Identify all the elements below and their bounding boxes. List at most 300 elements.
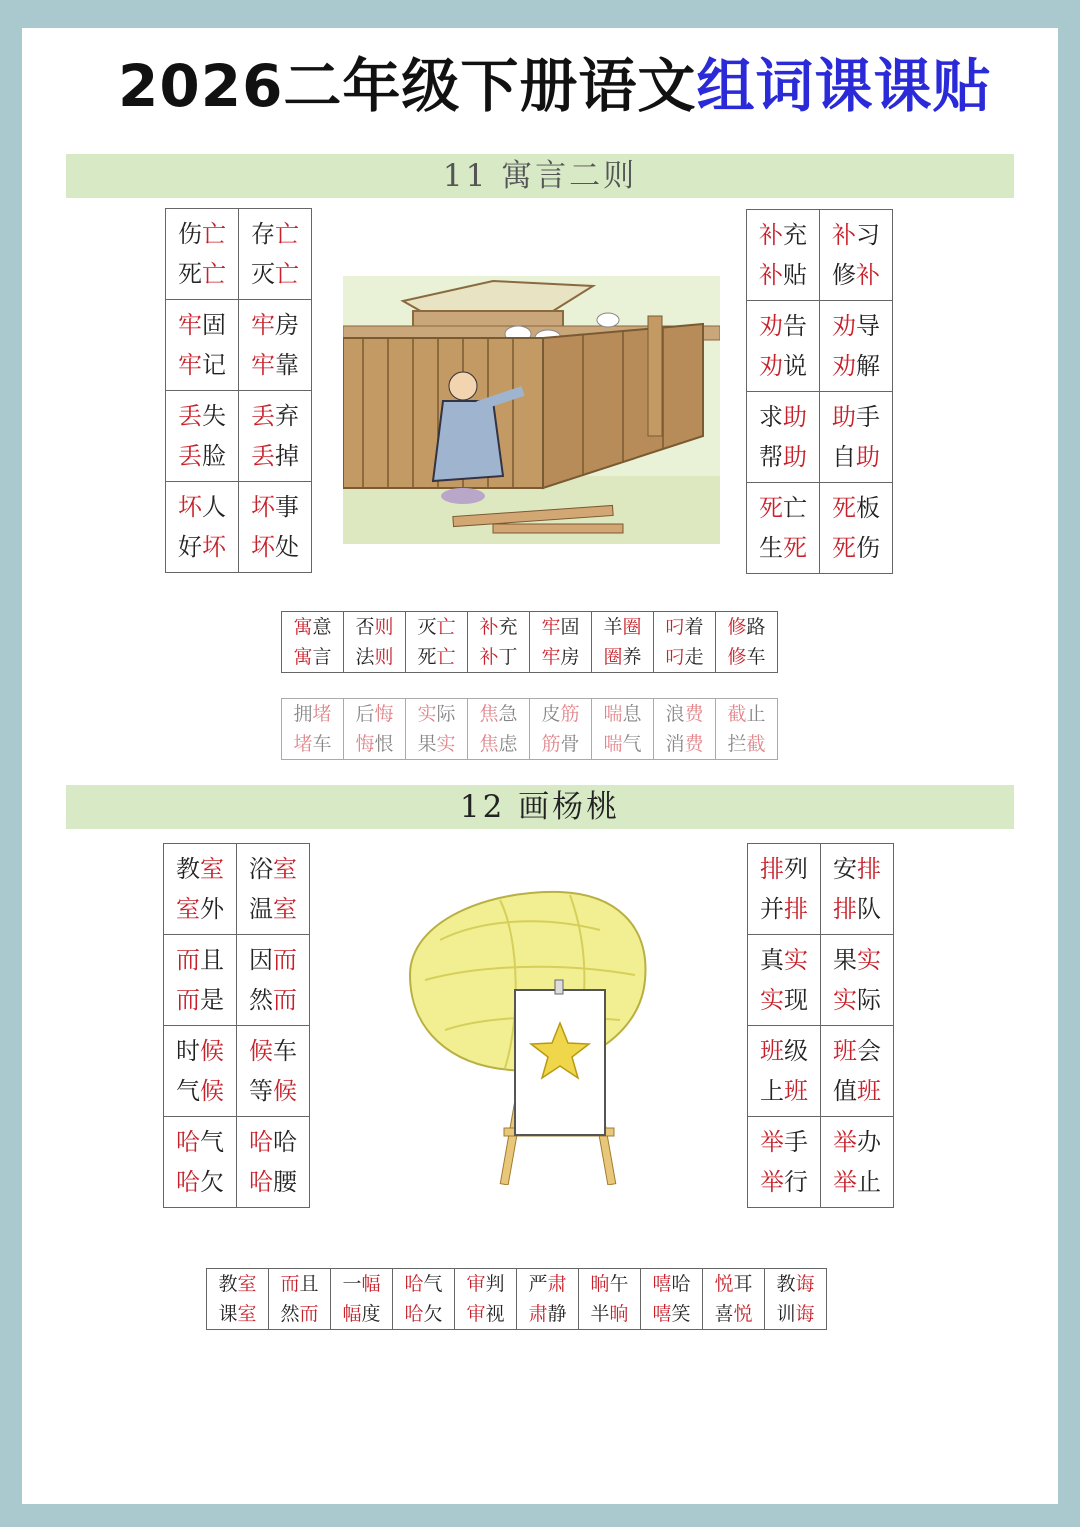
target-character: 叼	[665, 646, 685, 668]
character: 自	[832, 443, 856, 471]
word	[164, 889, 236, 929]
character: 止	[857, 1168, 881, 1196]
word-cell	[748, 1117, 821, 1208]
target-character: 筋	[560, 703, 580, 725]
word-cell	[282, 699, 344, 760]
character: 半	[590, 1303, 610, 1325]
target-character: 诲	[795, 1273, 815, 1295]
word	[748, 849, 820, 889]
character: 后	[355, 703, 375, 725]
word	[239, 487, 311, 527]
target-character: 劝	[832, 312, 856, 340]
word	[239, 396, 311, 436]
target-character: 堵	[312, 703, 332, 725]
character: 外	[200, 895, 224, 923]
word-cell	[282, 612, 344, 673]
grid-row	[164, 1026, 310, 1117]
word-cell	[166, 300, 239, 391]
word	[269, 1299, 330, 1329]
word	[579, 1299, 640, 1329]
grid-row	[747, 392, 893, 483]
word	[592, 612, 653, 642]
character: 果	[417, 733, 437, 755]
character: 意	[312, 616, 332, 638]
word-cell	[468, 612, 530, 673]
word-cell	[654, 699, 716, 760]
word	[393, 1269, 454, 1299]
target-character: 哈	[404, 1273, 424, 1295]
grid-row	[166, 209, 312, 300]
lesson-12-left-grid	[163, 843, 310, 1208]
target-character: 排	[857, 855, 881, 883]
word	[821, 849, 893, 889]
target-character: 排	[784, 895, 808, 923]
target-character: 坏	[251, 493, 275, 521]
word	[820, 255, 892, 295]
character: 事	[275, 493, 299, 521]
target-character: 喘	[603, 733, 623, 755]
word	[820, 215, 892, 255]
character: 气	[200, 1128, 224, 1156]
word	[164, 1071, 236, 1111]
character: 然	[280, 1303, 300, 1325]
target-character: 死	[759, 494, 783, 522]
word-cell	[530, 699, 592, 760]
word-cell	[654, 612, 716, 673]
target-character: 堵	[293, 733, 313, 755]
target-character: 死	[783, 534, 807, 562]
character: 一	[342, 1273, 362, 1295]
target-character: 诲	[795, 1303, 815, 1325]
lesson-12-word-row	[206, 1268, 827, 1330]
word	[207, 1299, 268, 1329]
word	[517, 1299, 578, 1329]
character: 记	[202, 351, 226, 379]
word-cell	[517, 1269, 579, 1330]
word	[166, 345, 238, 385]
target-character: 而	[280, 1273, 300, 1295]
target-character: 亡	[275, 220, 299, 248]
target-character: 补	[759, 261, 783, 289]
character: 耳	[733, 1273, 753, 1295]
character: 气	[622, 733, 642, 755]
word-cell	[748, 844, 821, 935]
target-character: 死	[832, 494, 856, 522]
character: 教	[176, 855, 200, 883]
word-cell	[468, 699, 530, 760]
character: 着	[684, 616, 704, 638]
lesson-11-word-row-1	[281, 611, 778, 673]
target-character: 补	[479, 646, 499, 668]
target-character: 哈	[176, 1168, 200, 1196]
target-character: 牢	[251, 311, 275, 339]
word	[406, 612, 467, 642]
character: 存	[251, 220, 275, 248]
word	[654, 699, 715, 729]
fence-post	[648, 316, 662, 436]
target-character: 而	[299, 1303, 319, 1325]
word	[237, 1031, 309, 1071]
word-cell	[406, 699, 468, 760]
word	[592, 642, 653, 672]
word-cell	[716, 612, 778, 673]
character: 伤	[178, 220, 202, 248]
grid-row	[282, 612, 778, 673]
word	[393, 1299, 454, 1329]
character: 言	[312, 646, 332, 668]
grid-row	[207, 1269, 827, 1330]
target-character: 修	[727, 616, 747, 638]
character: 真	[760, 946, 784, 974]
word	[747, 488, 819, 528]
target-character: 室	[200, 855, 224, 883]
character: 人	[202, 493, 226, 521]
word	[455, 1299, 516, 1329]
word	[703, 1299, 764, 1329]
word	[239, 305, 311, 345]
character: 灭	[251, 260, 275, 288]
word	[468, 642, 529, 672]
target-character: 助	[832, 403, 856, 431]
target-character: 实	[784, 946, 808, 974]
word	[748, 940, 820, 980]
character: 导	[856, 312, 880, 340]
character: 教	[776, 1273, 796, 1295]
grid-row	[748, 1117, 894, 1208]
target-character: 圈	[603, 646, 623, 668]
word	[282, 699, 343, 729]
target-character: 则	[374, 616, 394, 638]
target-character: 寓	[293, 646, 313, 668]
word	[747, 215, 819, 255]
character: 且	[200, 946, 224, 974]
character: 且	[299, 1273, 319, 1295]
character: 哈	[671, 1273, 691, 1295]
character: 解	[856, 352, 880, 380]
word	[703, 1269, 764, 1299]
target-character: 而	[176, 946, 200, 974]
character: 判	[485, 1273, 505, 1295]
word-cell	[765, 1269, 827, 1330]
character: 处	[275, 533, 299, 561]
target-character: 室	[237, 1273, 257, 1295]
target-character: 举	[833, 1168, 857, 1196]
word-cell	[716, 699, 778, 760]
character: 皮	[541, 703, 561, 725]
grid-row	[166, 391, 312, 482]
target-character: 班	[857, 1077, 881, 1105]
character: 骨	[560, 733, 580, 755]
character: 拦	[727, 733, 747, 755]
character: 脸	[202, 442, 226, 470]
word	[748, 1122, 820, 1162]
word-cell	[747, 210, 820, 301]
target-character: 举	[760, 1168, 784, 1196]
target-character: 而	[176, 986, 200, 1014]
target-character: 室	[273, 855, 297, 883]
character: 际	[436, 703, 456, 725]
target-character: 肃	[547, 1273, 567, 1295]
character: 房	[275, 311, 299, 339]
character: 贴	[783, 261, 807, 289]
target-character: 候	[273, 1077, 297, 1105]
word	[237, 1071, 309, 1111]
grid-row	[747, 483, 893, 574]
target-character: 补	[759, 221, 783, 249]
character: 亡	[783, 494, 807, 522]
character: 好	[178, 533, 202, 561]
word	[164, 849, 236, 889]
word-cell	[821, 844, 894, 935]
grid-row	[748, 1026, 894, 1117]
word-cell	[239, 209, 312, 300]
word-cell	[393, 1269, 455, 1330]
word-cell	[237, 1117, 310, 1208]
grid-row	[747, 301, 893, 392]
word	[530, 729, 591, 759]
word	[765, 1299, 826, 1329]
character: 时	[176, 1037, 200, 1065]
word	[654, 612, 715, 642]
character: 房	[560, 646, 580, 668]
page-title	[118, 48, 991, 124]
word-cell	[239, 391, 312, 482]
character: 安	[833, 855, 857, 883]
word	[237, 1162, 309, 1202]
target-character: 悔	[374, 703, 394, 725]
character: 气	[176, 1077, 200, 1105]
target-character: 坏	[202, 533, 226, 561]
word	[164, 940, 236, 980]
target-character: 牢	[251, 351, 275, 379]
target-character: 审	[466, 1273, 486, 1295]
character: 欠	[423, 1303, 443, 1325]
character: 法	[355, 646, 375, 668]
word-cell	[237, 935, 310, 1026]
target-character: 实	[760, 986, 784, 1014]
word	[237, 849, 309, 889]
word	[239, 254, 311, 294]
character: 是	[200, 986, 224, 1014]
word	[821, 889, 893, 929]
word-cell	[344, 699, 406, 760]
target-character: 补	[832, 221, 856, 249]
word	[747, 528, 819, 568]
character: 因	[249, 946, 273, 974]
target-character: 则	[374, 646, 394, 668]
fence-mending-illustration	[343, 276, 720, 544]
word-cell	[641, 1269, 703, 1330]
character: 固	[560, 616, 580, 638]
character: 行	[784, 1168, 808, 1196]
target-character: 班	[784, 1077, 808, 1105]
word	[468, 729, 529, 759]
target-character: 截	[727, 703, 747, 725]
grid-row	[748, 935, 894, 1026]
word	[166, 214, 238, 254]
target-character: 牢	[178, 351, 202, 379]
word	[207, 1269, 268, 1299]
target-character: 亡	[436, 616, 456, 638]
target-character: 哈	[249, 1168, 273, 1196]
word-cell	[821, 1117, 894, 1208]
word-cell	[748, 1026, 821, 1117]
word-cell	[820, 483, 893, 574]
character: 手	[784, 1128, 808, 1156]
word	[344, 612, 405, 642]
target-character: 而	[273, 946, 297, 974]
target-character: 排	[760, 855, 784, 883]
title-main: 2026二年级下册语文	[118, 52, 697, 120]
easel-icon	[500, 980, 616, 1185]
character: 拥	[293, 703, 313, 725]
character: 列	[784, 855, 808, 883]
character: 腰	[273, 1168, 297, 1196]
starfruit-easel-illustration	[400, 880, 680, 1185]
target-character: 牢	[541, 646, 561, 668]
target-character: 晌	[590, 1273, 610, 1295]
character: 温	[249, 895, 273, 923]
word	[748, 1031, 820, 1071]
word	[820, 437, 892, 477]
target-character: 截	[746, 733, 766, 755]
target-character: 寓	[293, 616, 313, 638]
word	[820, 488, 892, 528]
target-character: 实	[436, 733, 456, 755]
grid-row	[164, 935, 310, 1026]
word	[468, 612, 529, 642]
word	[282, 642, 343, 672]
target-character: 亡	[436, 646, 456, 668]
target-character: 悔	[355, 733, 375, 755]
word-cell	[530, 612, 592, 673]
word-cell	[592, 612, 654, 673]
word	[166, 305, 238, 345]
character: 队	[857, 895, 881, 923]
target-character: 丢	[251, 402, 275, 430]
character: 消	[665, 733, 685, 755]
character: 灭	[417, 616, 437, 638]
word	[237, 940, 309, 980]
character: 否	[355, 616, 375, 638]
word	[239, 436, 311, 476]
word-cell	[239, 300, 312, 391]
word	[592, 699, 653, 729]
word-cell	[166, 482, 239, 573]
character: 板	[856, 494, 880, 522]
character: 欠	[200, 1168, 224, 1196]
character: 说	[783, 352, 807, 380]
word-cell	[406, 612, 468, 673]
word-cell	[164, 1117, 237, 1208]
target-character: 劝	[832, 352, 856, 380]
word	[237, 980, 309, 1020]
word-cell	[455, 1269, 517, 1330]
character: 息	[622, 703, 642, 725]
word	[406, 729, 467, 759]
word	[820, 346, 892, 386]
word	[716, 642, 777, 672]
character: 喜	[714, 1303, 734, 1325]
character: 车	[746, 646, 766, 668]
word-cell	[821, 935, 894, 1026]
word	[641, 1299, 702, 1329]
character: 静	[547, 1303, 567, 1325]
target-character: 班	[833, 1037, 857, 1065]
target-character: 助	[856, 443, 880, 471]
word	[747, 437, 819, 477]
word-cell	[703, 1269, 765, 1330]
word	[517, 1269, 578, 1299]
character: 等	[249, 1077, 273, 1105]
character: 死	[417, 646, 437, 668]
word	[282, 612, 343, 642]
word	[166, 254, 238, 294]
target-character: 悦	[714, 1273, 734, 1295]
target-character: 晌	[609, 1303, 629, 1325]
word	[748, 1071, 820, 1111]
target-character: 补	[479, 616, 499, 638]
character: 恨	[374, 733, 394, 755]
word-cell	[237, 844, 310, 935]
character: 伤	[856, 534, 880, 562]
word	[239, 214, 311, 254]
target-character: 实	[857, 946, 881, 974]
character: 习	[856, 221, 880, 249]
target-character: 死	[832, 534, 856, 562]
word	[239, 527, 311, 567]
grid-row	[282, 699, 778, 760]
character: 死	[178, 260, 202, 288]
word	[237, 889, 309, 929]
target-character: 焦	[479, 733, 499, 755]
character: 充	[498, 616, 518, 638]
word	[530, 699, 591, 729]
word	[166, 527, 238, 567]
word	[406, 642, 467, 672]
word-cell	[344, 612, 406, 673]
character: 手	[856, 403, 880, 431]
grid-row	[166, 482, 312, 573]
word	[747, 306, 819, 346]
lesson-11-heading: 11 寓言二则	[66, 154, 1014, 198]
character: 午	[609, 1273, 629, 1295]
target-character: 坏	[251, 533, 275, 561]
target-character: 亡	[202, 260, 226, 288]
word	[765, 1269, 826, 1299]
character: 上	[760, 1077, 784, 1105]
word-cell	[164, 1026, 237, 1117]
character: 训	[776, 1303, 796, 1325]
target-character: 丢	[178, 442, 202, 470]
word-cell	[331, 1269, 393, 1330]
target-character: 助	[783, 443, 807, 471]
target-character: 哈	[404, 1303, 424, 1325]
word	[164, 980, 236, 1020]
word	[344, 699, 405, 729]
target-character: 室	[237, 1303, 257, 1325]
character: 视	[485, 1303, 505, 1325]
character: 求	[759, 403, 783, 431]
character: 浪	[665, 703, 685, 725]
target-character: 幅	[361, 1273, 381, 1295]
target-character: 亡	[202, 220, 226, 248]
target-character: 候	[249, 1037, 273, 1065]
word-cell	[748, 935, 821, 1026]
target-character: 丢	[251, 442, 275, 470]
word	[748, 1162, 820, 1202]
word	[406, 699, 467, 729]
